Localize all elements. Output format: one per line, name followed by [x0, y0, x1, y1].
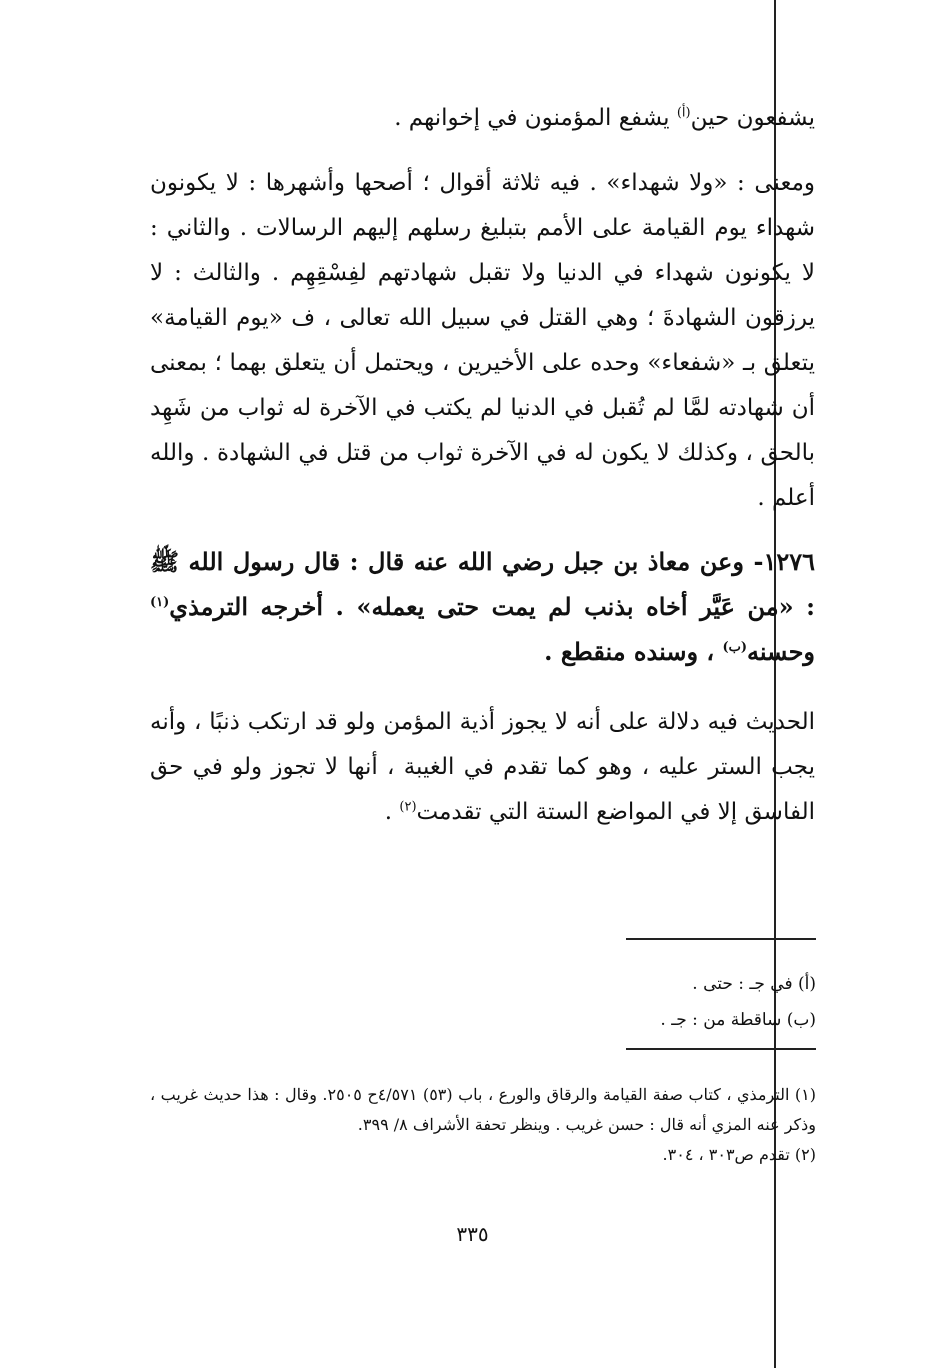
footnotes — [150, 1080, 816, 1170]
footnote-divider — [626, 938, 816, 940]
paragraph-continuation — [150, 96, 815, 141]
hadith-1276 — [150, 539, 815, 674]
paragraph-text: يشفعون حين — [690, 105, 815, 131]
footnote: (٢) تقدم ص٣٠٣ ، ٣٠٤. — [662, 1145, 816, 1164]
footnote-marker-1: (١) — [150, 595, 170, 610]
hadith-text: وحسنه — [747, 637, 815, 666]
hadith-text: ، وسنده منقطع . — [544, 637, 715, 666]
footnote: (١) الترمذي ، كتاب صفة القيامة والرقاق والورع ، باب (٥٣) ٤/٥٧١ح ٢٥٠٥. وقال : هذا حديث غريب ، وذكر عنه المزي أنه قال : حسن غريب . وينظر تحفة الأشراف ٨/ ٣٩٩. — [150, 1085, 817, 1134]
variant-note: (ب) ساقطة من : جـ . — [660, 1010, 816, 1030]
paragraph-commentary — [150, 700, 815, 835]
commentary-text: . — [384, 799, 393, 825]
footnote-divider — [626, 1048, 816, 1050]
variant-note: (أ) في جـ : حتى . — [692, 974, 816, 994]
paragraph-text: يشفع المؤمنون في إخوانهم . — [394, 105, 670, 131]
paragraph-meaning: ومعنى : «ولا شهداء» . فيه ثلاثة أقوال ؛ أصحها وأشهرها : لا يكونون شهداء يوم القيامة على الأمم بتبليغ رسلهم إليهم الرسالات . والثاني : لا يكونون شهداء في الدنيا ولا تقبل شهادتهم لفِسْقِهِم . والثالث : لا يرزقون الشهادةَ ؛ وهي القتل في سبيل الله تعالى ، ف «يوم القيامة» يتعلق بـ «شفعاء» وحده على الأخيرين ، ويحتمل أن يتعلق بهما ؛ بمعنى أن شهادته لمَّا لم تُقبل في الدنيا لم يكتب في الآخرة له ثواب من شَهِد بالحق ، وكذلك لا يكون له في الآخرة ثواب من قتل في الشهادة . والله أعلم . — [150, 170, 815, 511]
alt-note-marker-b: (ب) — [722, 640, 748, 655]
variant-notes — [420, 966, 816, 1038]
footnote-marker-2: (٢) — [399, 799, 417, 815]
main-text — [150, 96, 815, 835]
page-number: ٣٣٥ — [456, 1222, 489, 1246]
commentary-text: الحديث فيه دلالة على أنه لا يجوز أذية المؤمن ولو قد ارتكب ذنبًا ، وأنه يجب الستر عليه ، وهو كما تقدم في الغيبة ، أنها لا تجوز ولو في حق الفاسق إلا في المواضع الستة التي تقدمت — [150, 709, 815, 825]
hadith-text: ١٢٧٦- وعن معاذ بن جبل رضي الله عنه قال : قال رسول الله ﷺ : «من عَيَّر أخاه بذنب لم يمت حتى يعمله» . أخرجه الترمذي — [150, 547, 815, 621]
alt-note-marker-a: (أ) — [676, 105, 691, 121]
